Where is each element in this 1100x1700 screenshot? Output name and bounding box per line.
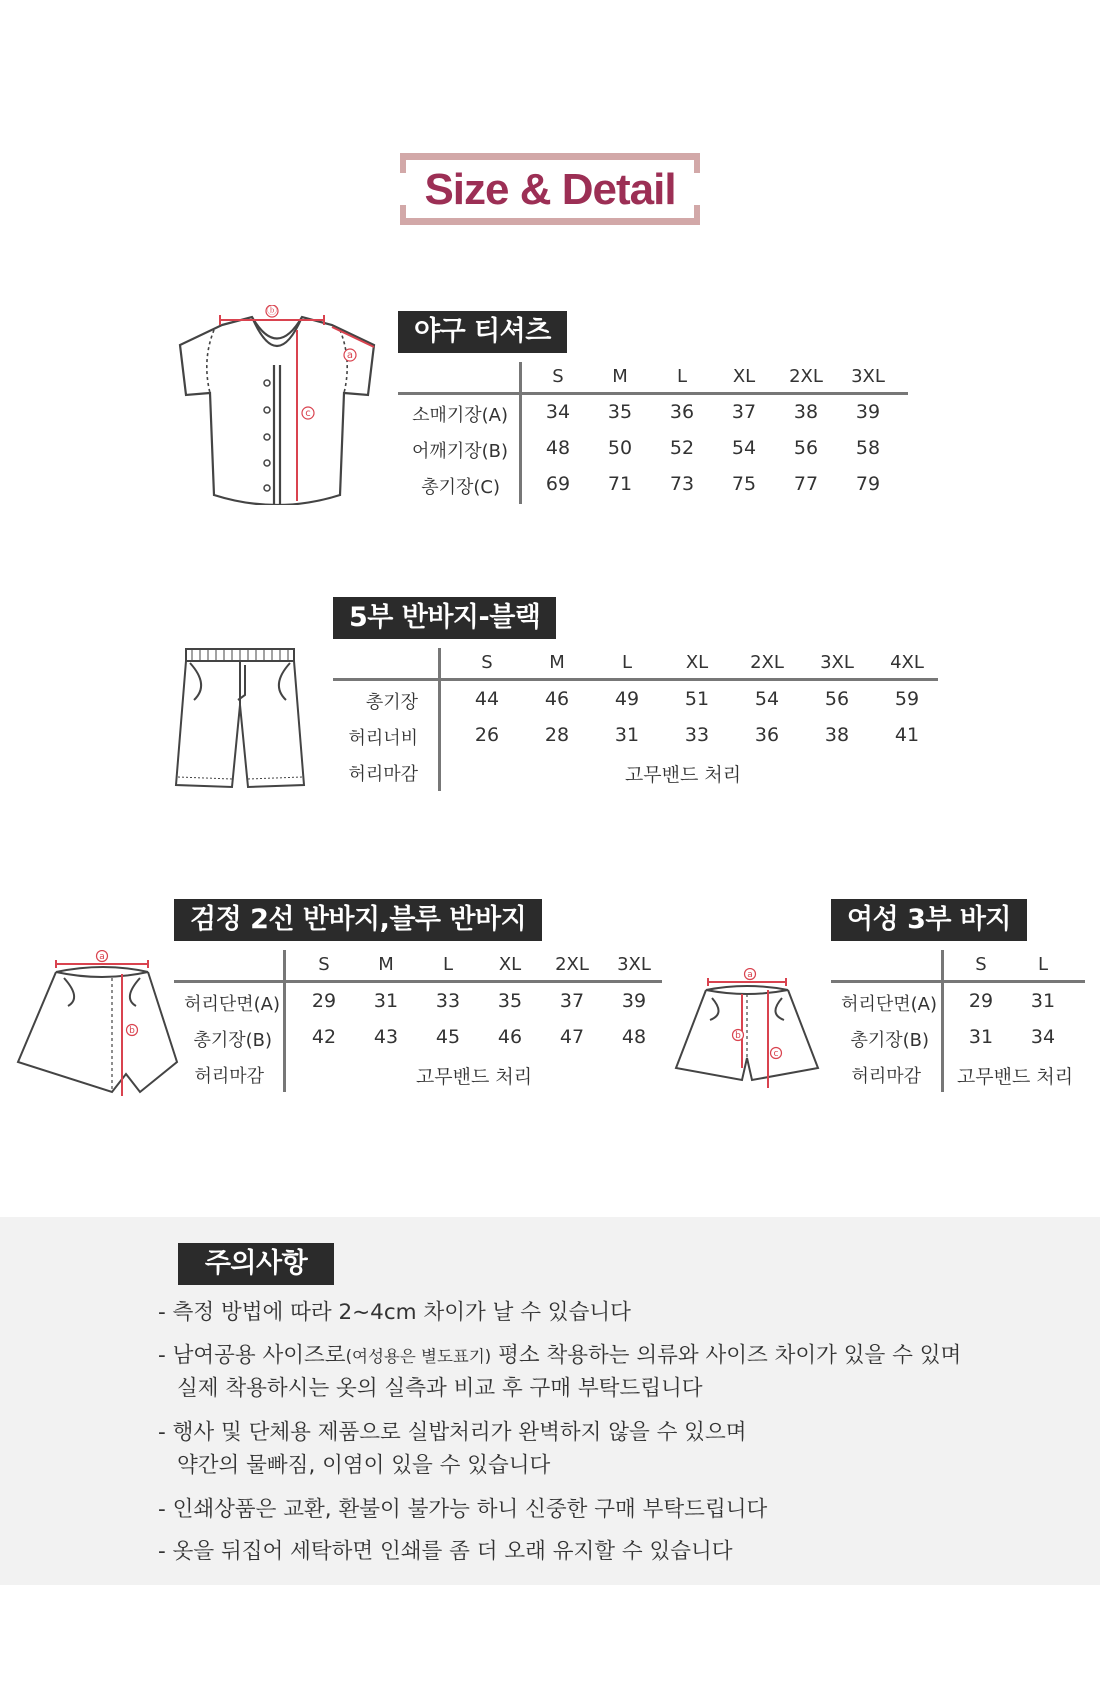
- table-cell: 50: [607, 437, 633, 459]
- size-header: M: [378, 954, 394, 975]
- table-divider: [283, 950, 286, 1092]
- page-title: Size & Detail: [424, 165, 676, 214]
- row-label: 허리마감: [851, 1066, 921, 1087]
- table-cell: 77: [793, 473, 819, 495]
- size-header: XL: [498, 954, 522, 975]
- table-cell: 34: [545, 401, 571, 423]
- notice-item: - 남여공용 사이즈로(여성용은 별도표기) 평소 착용하는 의류와 사이즈 차이가 있을 수 있며: [158, 1343, 962, 1368]
- table-cell: 58: [855, 437, 881, 459]
- section-label-shorts-two-line: 검정 2선 반바지,블루 반바지: [174, 899, 542, 941]
- table-cell: 38: [824, 724, 850, 746]
- table-cell: 31: [968, 1026, 994, 1048]
- size-header: S: [552, 366, 564, 387]
- notice-item-cont: 약간의 물빠짐, 이염이 있을 수 있습니다: [177, 1453, 551, 1478]
- notice-item: - 인쇄상품은 교환, 환불이 불가능 하니 신중한 구매 부탁드립니다: [158, 1497, 768, 1522]
- table-cell: 56: [793, 437, 819, 459]
- shorts-two-line-diagram: [12, 950, 182, 1100]
- mark-c: c: [305, 408, 311, 419]
- size-header: 3XL: [820, 652, 854, 673]
- table-divider: [174, 980, 662, 983]
- table-cell: 46: [544, 688, 570, 710]
- table-cell: 43: [373, 1026, 399, 1048]
- svg-text:a: a: [99, 952, 105, 962]
- table-cell: 31: [373, 990, 399, 1012]
- table-cell: 59: [894, 688, 920, 710]
- svg-text:a: a: [747, 970, 753, 980]
- section-label-women-shorts: 여성 3부 바지: [831, 899, 1027, 941]
- table-divider: [398, 392, 908, 395]
- table-cell: 36: [754, 724, 780, 746]
- table-cell: 33: [684, 724, 710, 746]
- mark-a: a: [346, 350, 354, 361]
- size-header: 3XL: [617, 954, 651, 975]
- row-label: 허리마감: [348, 764, 418, 785]
- shorts-black-diagram: [170, 645, 310, 795]
- svg-text:b: b: [129, 1026, 135, 1036]
- table-cell: 37: [559, 990, 585, 1012]
- size-table-shorts-black: [333, 648, 938, 791]
- table-cell: 39: [855, 401, 881, 423]
- size-header: XL: [685, 652, 709, 673]
- section-label-baseball-tee: 야구 티셔츠: [398, 311, 567, 353]
- table-cell: 36: [669, 401, 695, 423]
- table-cell: 44: [474, 688, 500, 710]
- svg-text:b: b: [735, 1031, 741, 1041]
- table-cell: 54: [754, 688, 780, 710]
- table-divider: [941, 950, 944, 1092]
- table-cell: 29: [311, 990, 337, 1012]
- title-frame-bottom: [400, 218, 700, 225]
- size-header: XL: [732, 366, 756, 387]
- table-cell: 49: [614, 688, 640, 710]
- size-header: S: [481, 652, 493, 673]
- row-label: 총기장(B): [850, 1030, 929, 1051]
- size-header: M: [612, 366, 628, 387]
- size-table-women-shorts: [831, 950, 1085, 1092]
- size-header: 2XL: [555, 954, 589, 975]
- row-label: 허리마감: [194, 1066, 264, 1087]
- row-label: 허리단면(A): [841, 994, 937, 1015]
- size-header: M: [549, 652, 565, 673]
- table-cell: 39: [621, 990, 647, 1012]
- size-header: 2XL: [789, 366, 823, 387]
- row-label: 소매기장(A): [412, 405, 508, 426]
- table-divider: [333, 678, 938, 681]
- section-label-shorts-black: 5부 반바지-블랙: [333, 597, 556, 639]
- svg-text:c: c: [773, 1049, 779, 1059]
- table-cell: 35: [497, 990, 523, 1012]
- table-cell: 29: [968, 990, 994, 1012]
- size-header: L: [442, 954, 454, 975]
- table-cell: 75: [731, 473, 757, 495]
- table-cell: 48: [545, 437, 571, 459]
- table-cell: 51: [684, 688, 710, 710]
- table-cell: 31: [1030, 990, 1056, 1012]
- size-table-shorts-two-line: [174, 950, 662, 1092]
- table-cell: 42: [311, 1026, 337, 1048]
- table-cell: 71: [607, 473, 633, 495]
- table-divider: [438, 648, 441, 791]
- women-shorts-diagram: [672, 968, 822, 1098]
- notice-item: - 옷을 뒤집어 세탁하면 인쇄를 좀 더 오래 유지할 수 있습니다: [158, 1539, 733, 1564]
- table-cell-merged: 고무밴드 처리: [956, 1066, 1074, 1088]
- table-cell: 38: [793, 401, 819, 423]
- table-cell: 73: [669, 473, 695, 495]
- table-divider: [519, 362, 522, 504]
- size-header: L: [621, 652, 633, 673]
- notice-item: - 행사 및 단체용 제품으로 실밥처리가 완벽하지 않을 수 있으며: [158, 1420, 747, 1445]
- baseball-shirt-diagram: [172, 305, 382, 505]
- table-cell: 52: [669, 437, 695, 459]
- page-title-frame: [400, 153, 700, 225]
- table-cell: 79: [855, 473, 881, 495]
- table-cell: 28: [544, 724, 570, 746]
- table-cell: 45: [435, 1026, 461, 1048]
- table-cell: 31: [614, 724, 640, 746]
- size-header: L: [1037, 954, 1049, 975]
- table-cell-merged: 고무밴드 처리: [624, 764, 742, 786]
- table-cell: 47: [559, 1026, 585, 1048]
- size-header: 4XL: [890, 652, 924, 673]
- size-header: L: [676, 366, 688, 387]
- table-cell: 48: [621, 1026, 647, 1048]
- notice-item-cont: 실제 착용하시는 옷의 실측과 비교 후 구매 부탁드립니다: [177, 1376, 703, 1401]
- mark-b: ⓑ: [267, 306, 277, 317]
- table-cell: 46: [497, 1026, 523, 1048]
- row-label: 허리너비: [348, 728, 418, 749]
- table-cell-merged: 고무밴드 처리: [415, 1066, 533, 1088]
- notice-item: - 측정 방법에 따라 2~4cm 차이가 날 수 있습니다: [158, 1300, 631, 1325]
- table-cell: 33: [435, 990, 461, 1012]
- table-cell: 35: [607, 401, 633, 423]
- size-header: 3XL: [851, 366, 885, 387]
- table-cell: 41: [894, 724, 920, 746]
- table-divider: [831, 980, 1085, 983]
- row-label: 총기장: [365, 692, 418, 713]
- size-header: S: [975, 954, 987, 975]
- table-cell: 34: [1030, 1026, 1056, 1048]
- row-label: 총기장(B): [193, 1030, 272, 1051]
- size-header: S: [318, 954, 330, 975]
- size-table-baseball-tee: [398, 362, 908, 504]
- row-label: 허리단면(A): [184, 994, 280, 1015]
- size-header: 2XL: [750, 652, 784, 673]
- table-cell: 56: [824, 688, 850, 710]
- table-cell: 69: [545, 473, 571, 495]
- table-cell: 37: [731, 401, 757, 423]
- table-cell: 54: [731, 437, 757, 459]
- row-label: 총기장(C): [421, 477, 500, 498]
- table-cell: 26: [474, 724, 500, 746]
- title-frame-top: [400, 153, 700, 160]
- notice-label: 주의사항: [178, 1243, 334, 1285]
- row-label: 어깨기장(B): [412, 441, 508, 462]
